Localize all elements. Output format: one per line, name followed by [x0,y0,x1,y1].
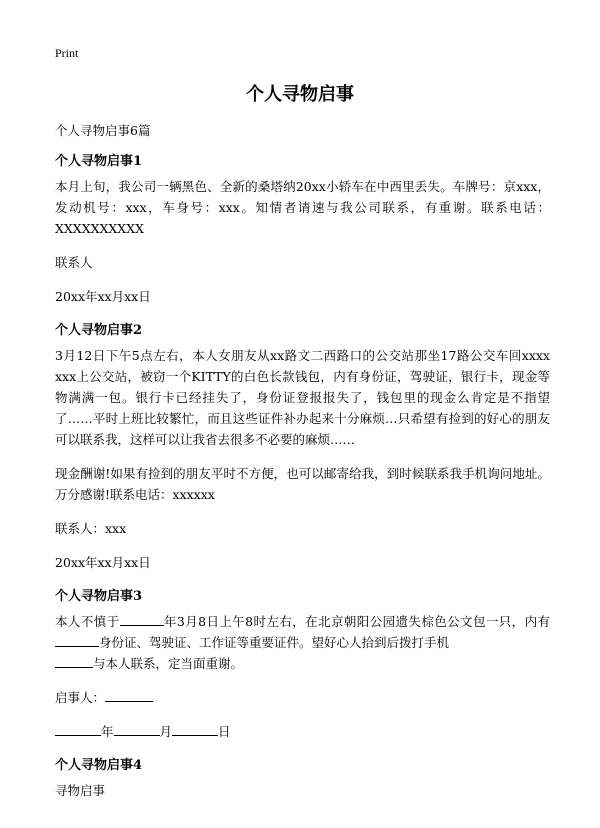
blank-items [55,632,99,647]
section-3-date [55,721,550,742]
section-heading-4: 个人寻物启事4 [55,758,143,773]
print-link[interactable]: Print [55,46,79,60]
blank-phone [55,653,93,668]
blank-date-day [172,721,218,736]
section-3-signer [55,687,550,708]
section-3-text-c: 身份证、驾驶证、工作证等重要证件。望好心人拾到后拨打手机 [99,635,450,650]
section-3-body [55,611,550,674]
blank-date-year [55,721,101,736]
section-2-contact: 联系人：xxx [55,521,127,536]
section-3-text-b: 年3月8日上午8时左右，在北京朝阳公园遗失棕色公文包一只，内有 [163,614,550,629]
section-2-date: 20xx年xx月xx日 [55,555,151,570]
section-1-contact: 联系人 [55,255,93,270]
section-4-body: 寻物启事 [55,783,106,798]
section-1-date: 20xx年xx月xx日 [55,289,151,304]
document-content [55,120,550,814]
section-heading-3: 个人寻物启事3 [55,589,143,604]
section-2-body-2: 现金酬谢!如果有捡到的朋友平时不方便，也可以邮寄给我，到时候联系我手机询问地址。万分感谢!联系电话：xxxxxx [55,466,550,502]
document-subtitle: 个人寻物启事6篇 [55,123,151,138]
blank-signer [105,687,153,702]
section-heading-1: 个人寻物启事1 [55,154,143,169]
section-1-body: 本月上旬，我公司一辆黑色、全新的桑塔纳20xx小轿车在中西里丢失。车牌号：京xxx，发动机号：xxx，车身号：xxx。知情者请速与我公司联系，有重谢。联系电话：XXXXXXXXXX [55,179,550,236]
date-year-label: 年 [101,724,114,739]
date-day-label: 日 [218,724,231,739]
blank-year [120,611,164,626]
section-3-text-a: 本人不慎于 [55,614,120,629]
signer-label: 启事人： [55,690,106,705]
section-heading-2: 个人寻物启事2 [55,323,143,338]
section-2-body: 3月12日下午5点左右，本人女朋友从xx路文二西路口的公交站那坐17路公交车回xxxx xxx上公交站，被窃一个KITTY的白色长款钱包，内有身份证，驾驶证，银行卡，现金等物满满一包。银行卡已经挂失了，身份证登报报失了，钱包里的现金么肯定是不指望了……平时上班比较繁忙，而且这些证件补办起来十分麻烦…只希望有捡到的好心的朋友可以联系我，这样可以让我省去很多不必要的麻烦…… [55,348,550,447]
section-3-text-d: 与本人联系，定当面重谢。 [93,656,244,671]
blank-date-month [114,721,160,736]
date-month-label: 月 [159,724,173,739]
document-title: 个人寻物启事 [246,84,354,105]
